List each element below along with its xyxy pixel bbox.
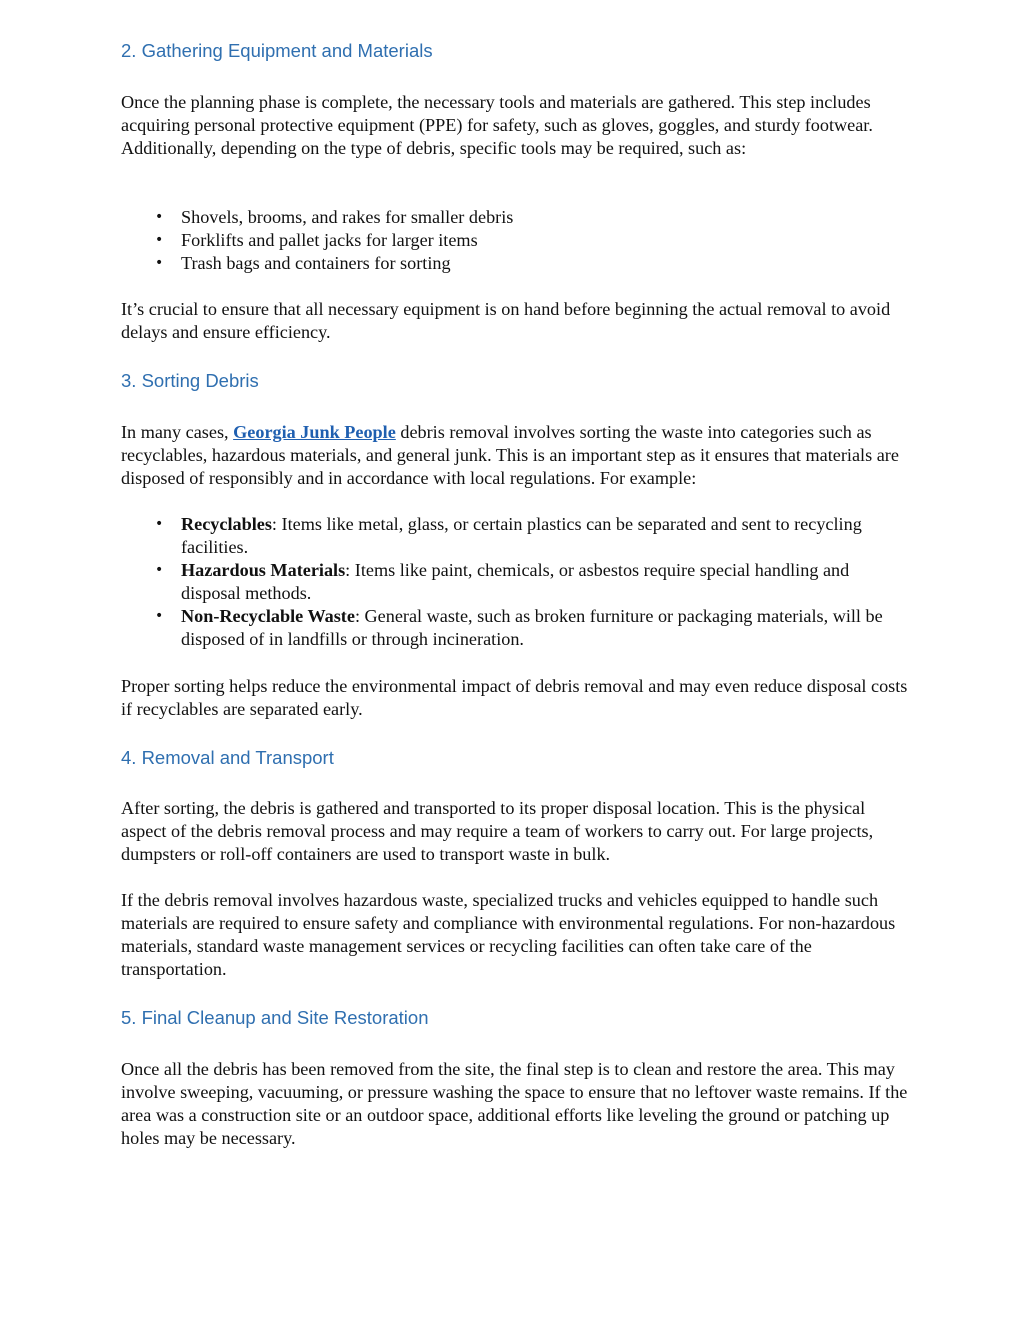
georgia-junk-people-link[interactable]: Georgia Junk People <box>233 422 396 442</box>
list-item: • Shovels, brooms, and rakes for smaller debris <box>121 206 911 229</box>
paragraph-equipment-intro: Once the planning phase is complete, the necessary tools and materials are gathered. This step includes acquiring personal protective equipment (PPE) for safety, such as gloves, goggles, and sturdy footwear. Additionally, depending on the type of debris, specific tools may be required, such as: <box>121 92 873 158</box>
list-item: • Forklifts and pallet jacks for larger items <box>121 229 911 252</box>
list-item: • Trash bags and containers for sorting <box>121 252 911 275</box>
paragraph-equipment-outro: It’s crucial to ensure that all necessary equipment is on hand before beginning the actual removal to avoid delays and ensure efficiency. <box>121 299 891 342</box>
category-term: Recyclables <box>181 514 272 534</box>
list-item <box>121 513 911 559</box>
paragraph-removal-2: If the debris removal involves hazardous waste, specialized trucks and vehicles equipped to handle such materials are required to ensure safety and compliance with environmental regulations. For non-hazardous materials, standard waste management services or recycling facilities can often take care of the transportation. <box>121 890 896 979</box>
sorting-intro-after: debris removal involves sorting the waste into categories such as recyclables, hazardous materials, and general junk. This is an important step as it ensures that materials are disposed of responsibly and in accordance with local regulations. For example: <box>121 422 899 488</box>
section-heading-gathering-equipment: 2. Gathering Equipment and Materials <box>121 40 433 61</box>
paragraph-sorting-outro: Proper sorting helps reduce the environmental impact of debris removal and may even reduce disposal costs if recyclables are separated early. <box>121 676 908 719</box>
paragraph-removal-1: After sorting, the debris is gathered and transported to its proper disposal location. This is the physical aspect of the debris removal process and may require a team of workers to carry out. For large projects, dumpsters or roll-off containers are used to transport waste in bulk. <box>121 798 874 864</box>
list-item <box>121 605 911 651</box>
section-heading-final-cleanup: 5. Final Cleanup and Site Restoration <box>121 1007 429 1028</box>
paragraph-final-cleanup: Once all the debris has been removed from the site, the final step is to clean and restore the area. This may involve sweeping, vacuuming, or pressure washing the space to ensure that no leftover waste remains. If the area was a construction site or an outdoor space, additional efforts like leveling the ground or patching up holes may be necessary. <box>121 1059 908 1148</box>
sorting-intro-before: In many cases, <box>121 422 234 442</box>
category-term: Hazardous Materials <box>181 560 346 580</box>
category-description: : Items like paint, chemicals, or asbestos require special handling and disposal methods. <box>181 560 850 603</box>
sorting-categories-list <box>121 513 911 651</box>
equipment-list <box>121 206 911 275</box>
section-heading-sorting-debris: 3. Sorting Debris <box>121 370 259 391</box>
category-term: Non-Recyclable Waste <box>181 606 355 626</box>
list-item <box>121 559 911 605</box>
category-description: : Items like metal, glass, or certain plastics can be separated and sent to recycling facilities. <box>181 514 862 557</box>
paragraph-sorting-intro <box>121 421 911 490</box>
category-description: : General waste, such as broken furniture or packaging materials, will be disposed of in landfills or through incineration. <box>181 606 883 649</box>
section-heading-removal-transport: 4. Removal and Transport <box>121 747 334 768</box>
